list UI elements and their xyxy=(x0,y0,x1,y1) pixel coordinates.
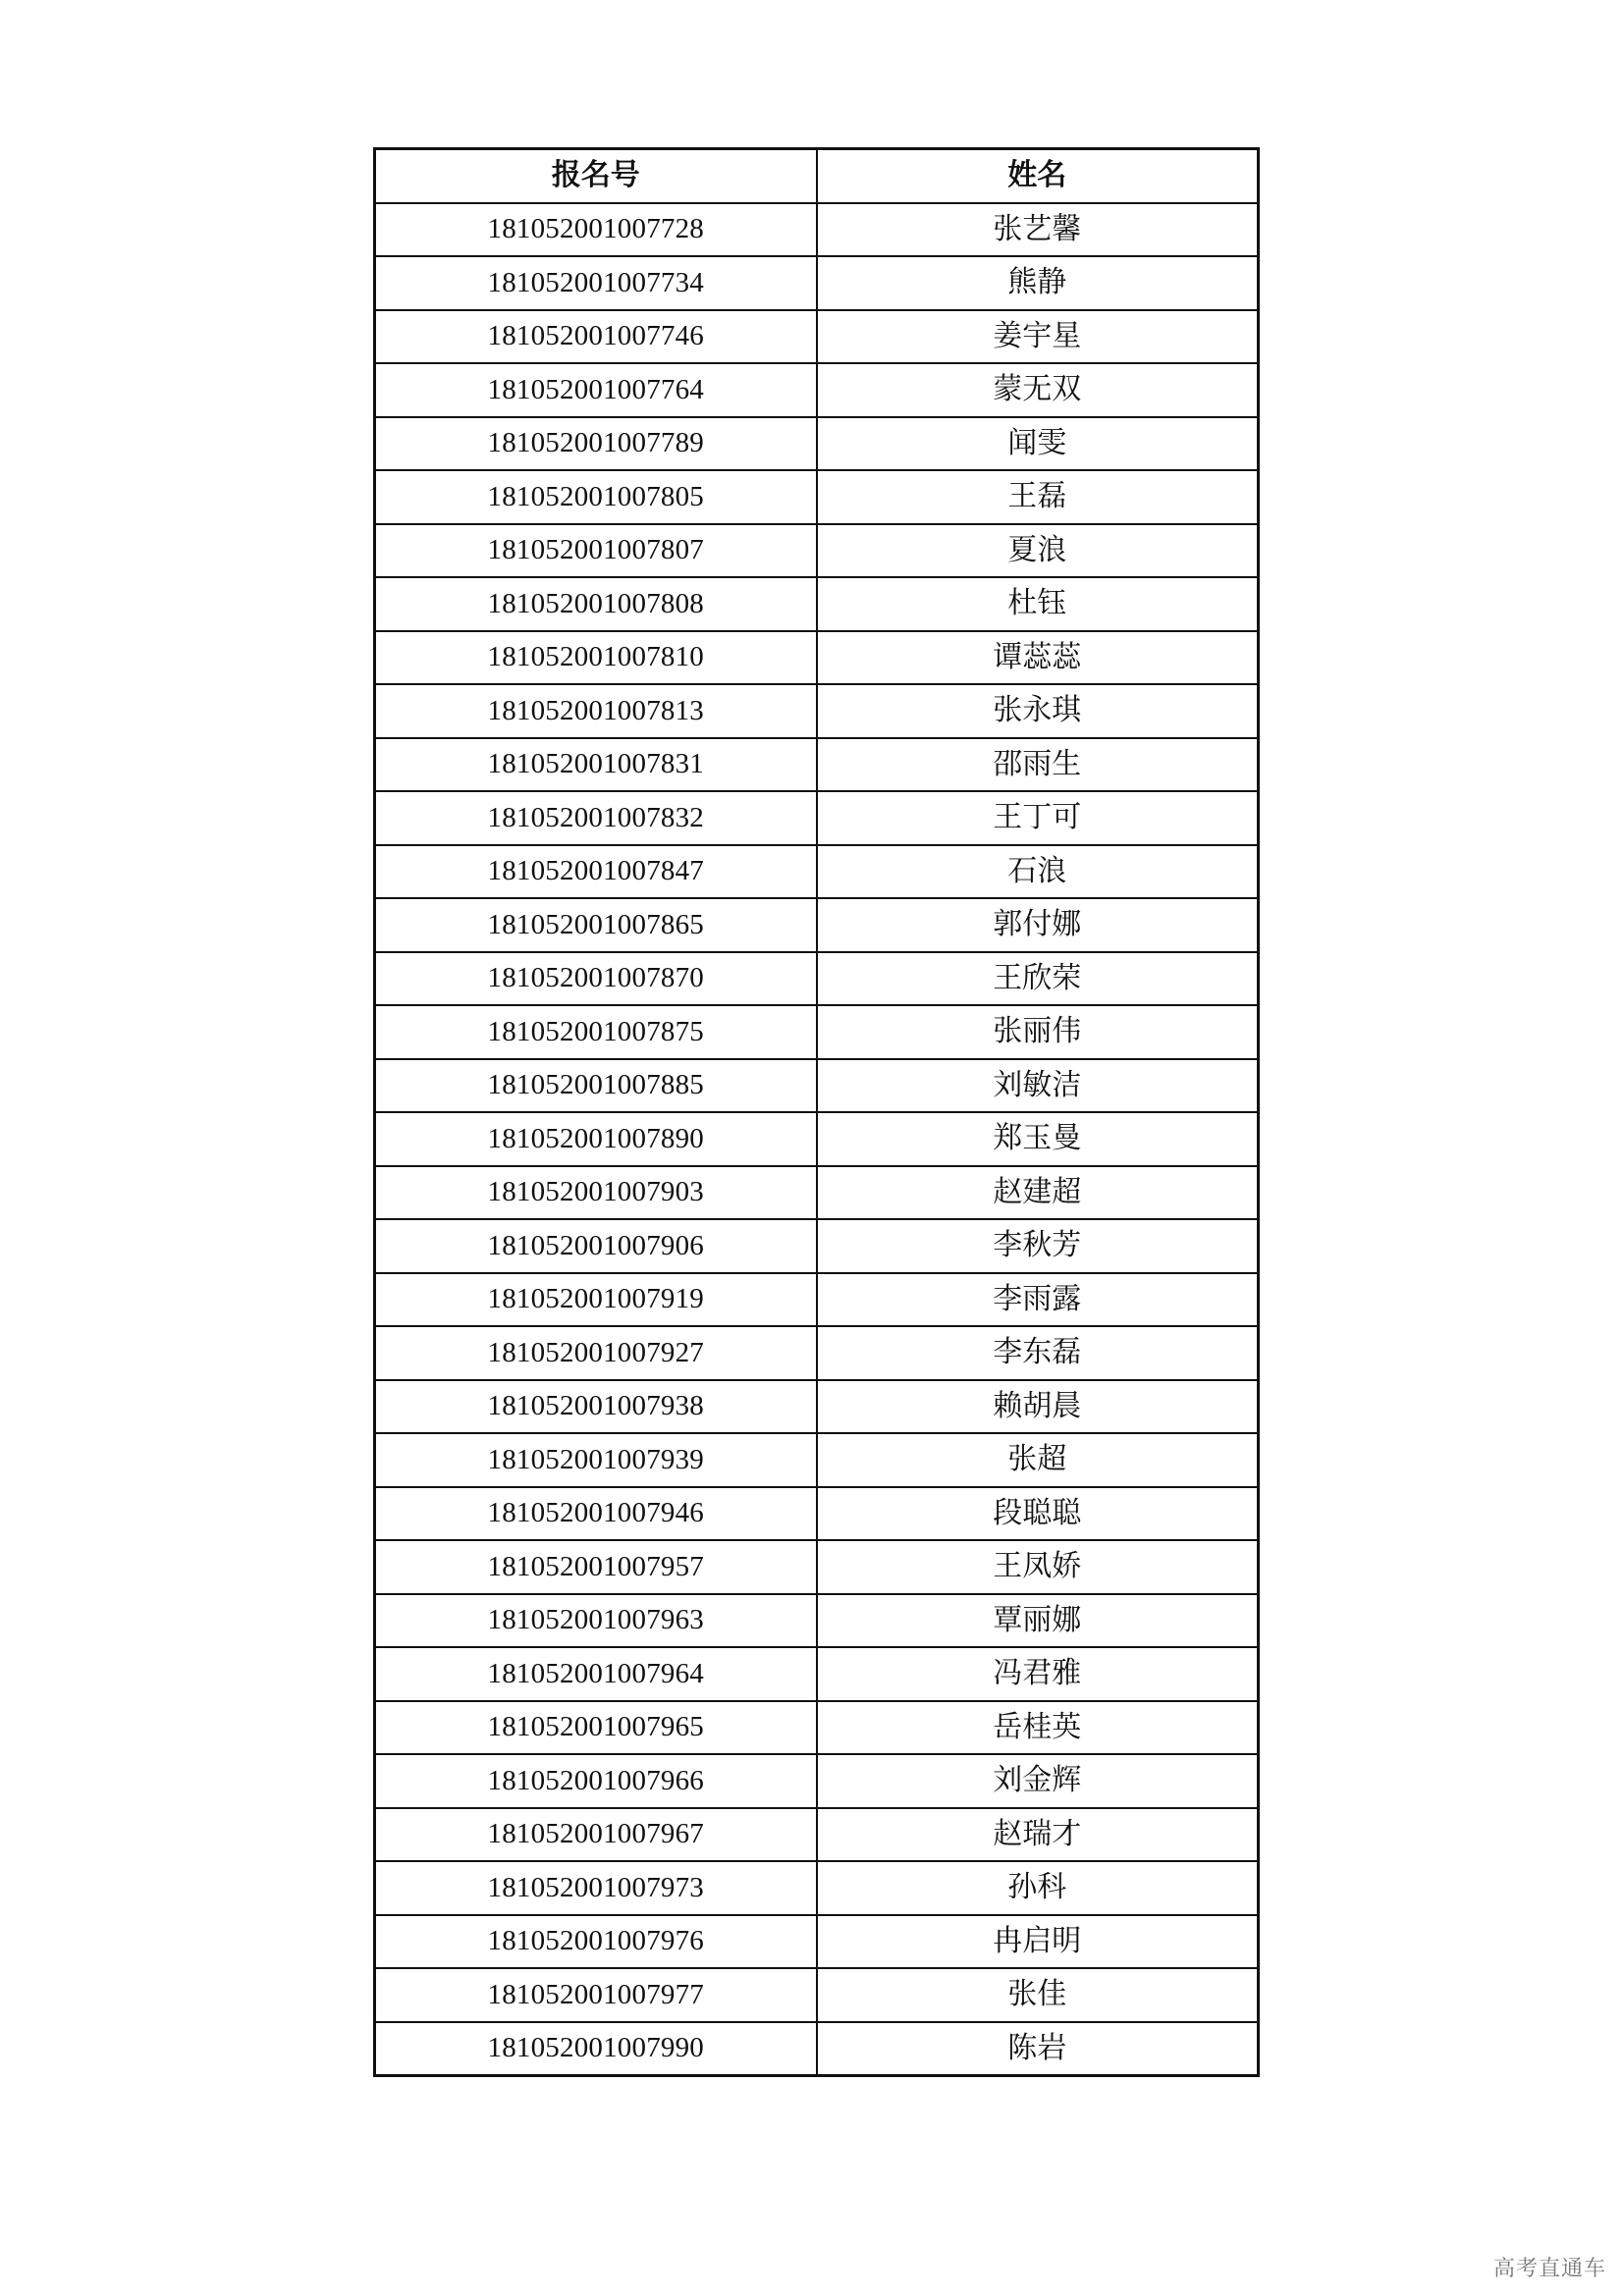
table-row xyxy=(375,1273,1259,1327)
registration-number-cell: 181052001007967 xyxy=(375,1808,817,1862)
name-cell: 郑玉曼 xyxy=(817,1112,1259,1166)
table-row xyxy=(375,1112,1259,1166)
table-row xyxy=(375,1380,1259,1434)
table-row xyxy=(375,310,1259,364)
registration-number-cell: 181052001007939 xyxy=(375,1433,817,1487)
table-row xyxy=(375,1915,1259,1969)
table-row xyxy=(375,738,1259,792)
name-cell: 石浪 xyxy=(817,845,1259,899)
name-cell: 李秋芳 xyxy=(817,1219,1259,1273)
name-cell: 李雨露 xyxy=(817,1273,1259,1327)
registration-number-cell: 181052001007957 xyxy=(375,1540,817,1594)
registration-number-cell: 181052001007977 xyxy=(375,1968,817,2022)
header-row xyxy=(375,149,1259,203)
table-header xyxy=(375,149,1259,203)
name-cell: 熊静 xyxy=(817,256,1259,310)
registration-number-cell: 181052001007764 xyxy=(375,363,817,417)
registration-number-cell: 181052001007808 xyxy=(375,577,817,631)
name-cell: 谭蕊蕊 xyxy=(817,631,1259,685)
table-row xyxy=(375,363,1259,417)
registration-number-cell: 181052001007813 xyxy=(375,684,817,738)
registration-number-cell: 181052001007890 xyxy=(375,1112,817,1166)
table-row xyxy=(375,791,1259,845)
registration-number-cell: 181052001007966 xyxy=(375,1754,817,1808)
table-row xyxy=(375,1754,1259,1808)
watermark-text: 高考直通车 xyxy=(1492,2257,1606,2281)
table-row xyxy=(375,256,1259,310)
name-cell: 邵雨生 xyxy=(817,738,1259,792)
table-row xyxy=(375,1219,1259,1273)
registration-number-cell: 181052001007973 xyxy=(375,1861,817,1915)
registration-number-cell: 181052001007903 xyxy=(375,1166,817,1220)
name-cell: 赵建超 xyxy=(817,1166,1259,1220)
table-row xyxy=(375,1861,1259,1915)
registration-number-cell: 181052001007875 xyxy=(375,1005,817,1059)
table-row xyxy=(375,524,1259,578)
registration-number-cell: 181052001007789 xyxy=(375,417,817,471)
table-row xyxy=(375,1059,1259,1113)
table-row xyxy=(375,845,1259,899)
name-cell: 杜钰 xyxy=(817,577,1259,631)
name-cell: 冉启明 xyxy=(817,1915,1259,1969)
table-row xyxy=(375,1540,1259,1594)
table-row xyxy=(375,2022,1259,2076)
registration-number-cell: 181052001007990 xyxy=(375,2022,817,2076)
name-cell: 郭付娜 xyxy=(817,898,1259,952)
table-row xyxy=(375,898,1259,952)
table-body xyxy=(375,203,1259,2076)
name-cell: 王丁可 xyxy=(817,791,1259,845)
name-cell: 赖胡晨 xyxy=(817,1380,1259,1434)
name-cell: 王凤娇 xyxy=(817,1540,1259,1594)
name-cell: 蒙无双 xyxy=(817,363,1259,417)
name-cell: 张丽伟 xyxy=(817,1005,1259,1059)
name-cell: 冯君雅 xyxy=(817,1647,1259,1701)
table-row xyxy=(375,631,1259,685)
registration-number-cell: 181052001007734 xyxy=(375,256,817,310)
registration-number-cell: 181052001007865 xyxy=(375,898,817,952)
registration-number-cell: 181052001007885 xyxy=(375,1059,817,1113)
name-cell: 张超 xyxy=(817,1433,1259,1487)
table-row xyxy=(375,417,1259,471)
registration-number-cell: 181052001007946 xyxy=(375,1487,817,1541)
name-cell: 岳桂英 xyxy=(817,1701,1259,1755)
name-cell: 张艺馨 xyxy=(817,203,1259,257)
roster-table xyxy=(373,147,1260,2077)
name-cell: 刘敏洁 xyxy=(817,1059,1259,1113)
name-cell: 覃丽娜 xyxy=(817,1594,1259,1648)
table-row xyxy=(375,1487,1259,1541)
registration-number-cell: 181052001007805 xyxy=(375,470,817,524)
table-row xyxy=(375,684,1259,738)
name-cell: 姜宇星 xyxy=(817,310,1259,364)
table-row xyxy=(375,1594,1259,1648)
registration-number-cell: 181052001007976 xyxy=(375,1915,817,1969)
name-cell: 张永琪 xyxy=(817,684,1259,738)
registration-number-cell: 181052001007963 xyxy=(375,1594,817,1648)
table-row xyxy=(375,1005,1259,1059)
name-cell: 夏浪 xyxy=(817,524,1259,578)
name-cell: 李东磊 xyxy=(817,1326,1259,1380)
name-cell: 王磊 xyxy=(817,470,1259,524)
name-cell: 孙科 xyxy=(817,1861,1259,1915)
registration-number-cell: 181052001007965 xyxy=(375,1701,817,1755)
registration-number-cell: 181052001007728 xyxy=(375,203,817,257)
name-cell: 段聪聪 xyxy=(817,1487,1259,1541)
table-row xyxy=(375,1166,1259,1220)
table-row xyxy=(375,1968,1259,2022)
registration-number-cell: 181052001007847 xyxy=(375,845,817,899)
registration-number-cell: 181052001007807 xyxy=(375,524,817,578)
header-name: 姓名 xyxy=(817,149,1259,203)
registration-number-cell: 181052001007906 xyxy=(375,1219,817,1273)
registration-number-cell: 181052001007870 xyxy=(375,952,817,1006)
registration-number-cell: 181052001007927 xyxy=(375,1326,817,1380)
registration-number-cell: 181052001007919 xyxy=(375,1273,817,1327)
registration-number-cell: 181052001007938 xyxy=(375,1380,817,1434)
name-cell: 王欣荣 xyxy=(817,952,1259,1006)
table-row xyxy=(375,1701,1259,1755)
table-row xyxy=(375,952,1259,1006)
header-registration-number: 报名号 xyxy=(375,149,817,203)
name-cell: 闻雯 xyxy=(817,417,1259,471)
registration-number-cell: 181052001007746 xyxy=(375,310,817,364)
registration-number-cell: 181052001007964 xyxy=(375,1647,817,1701)
name-cell: 赵瑞才 xyxy=(817,1808,1259,1862)
table-row xyxy=(375,203,1259,257)
table-row xyxy=(375,1433,1259,1487)
registration-number-cell: 181052001007810 xyxy=(375,631,817,685)
registration-number-cell: 181052001007831 xyxy=(375,738,817,792)
table-row xyxy=(375,470,1259,524)
table-row xyxy=(375,1647,1259,1701)
name-cell: 陈岩 xyxy=(817,2022,1259,2076)
table-row xyxy=(375,577,1259,631)
table-row xyxy=(375,1326,1259,1380)
name-cell: 刘金辉 xyxy=(817,1754,1259,1808)
name-cell: 张佳 xyxy=(817,1968,1259,2022)
registration-number-cell: 181052001007832 xyxy=(375,791,817,845)
table-row xyxy=(375,1808,1259,1862)
